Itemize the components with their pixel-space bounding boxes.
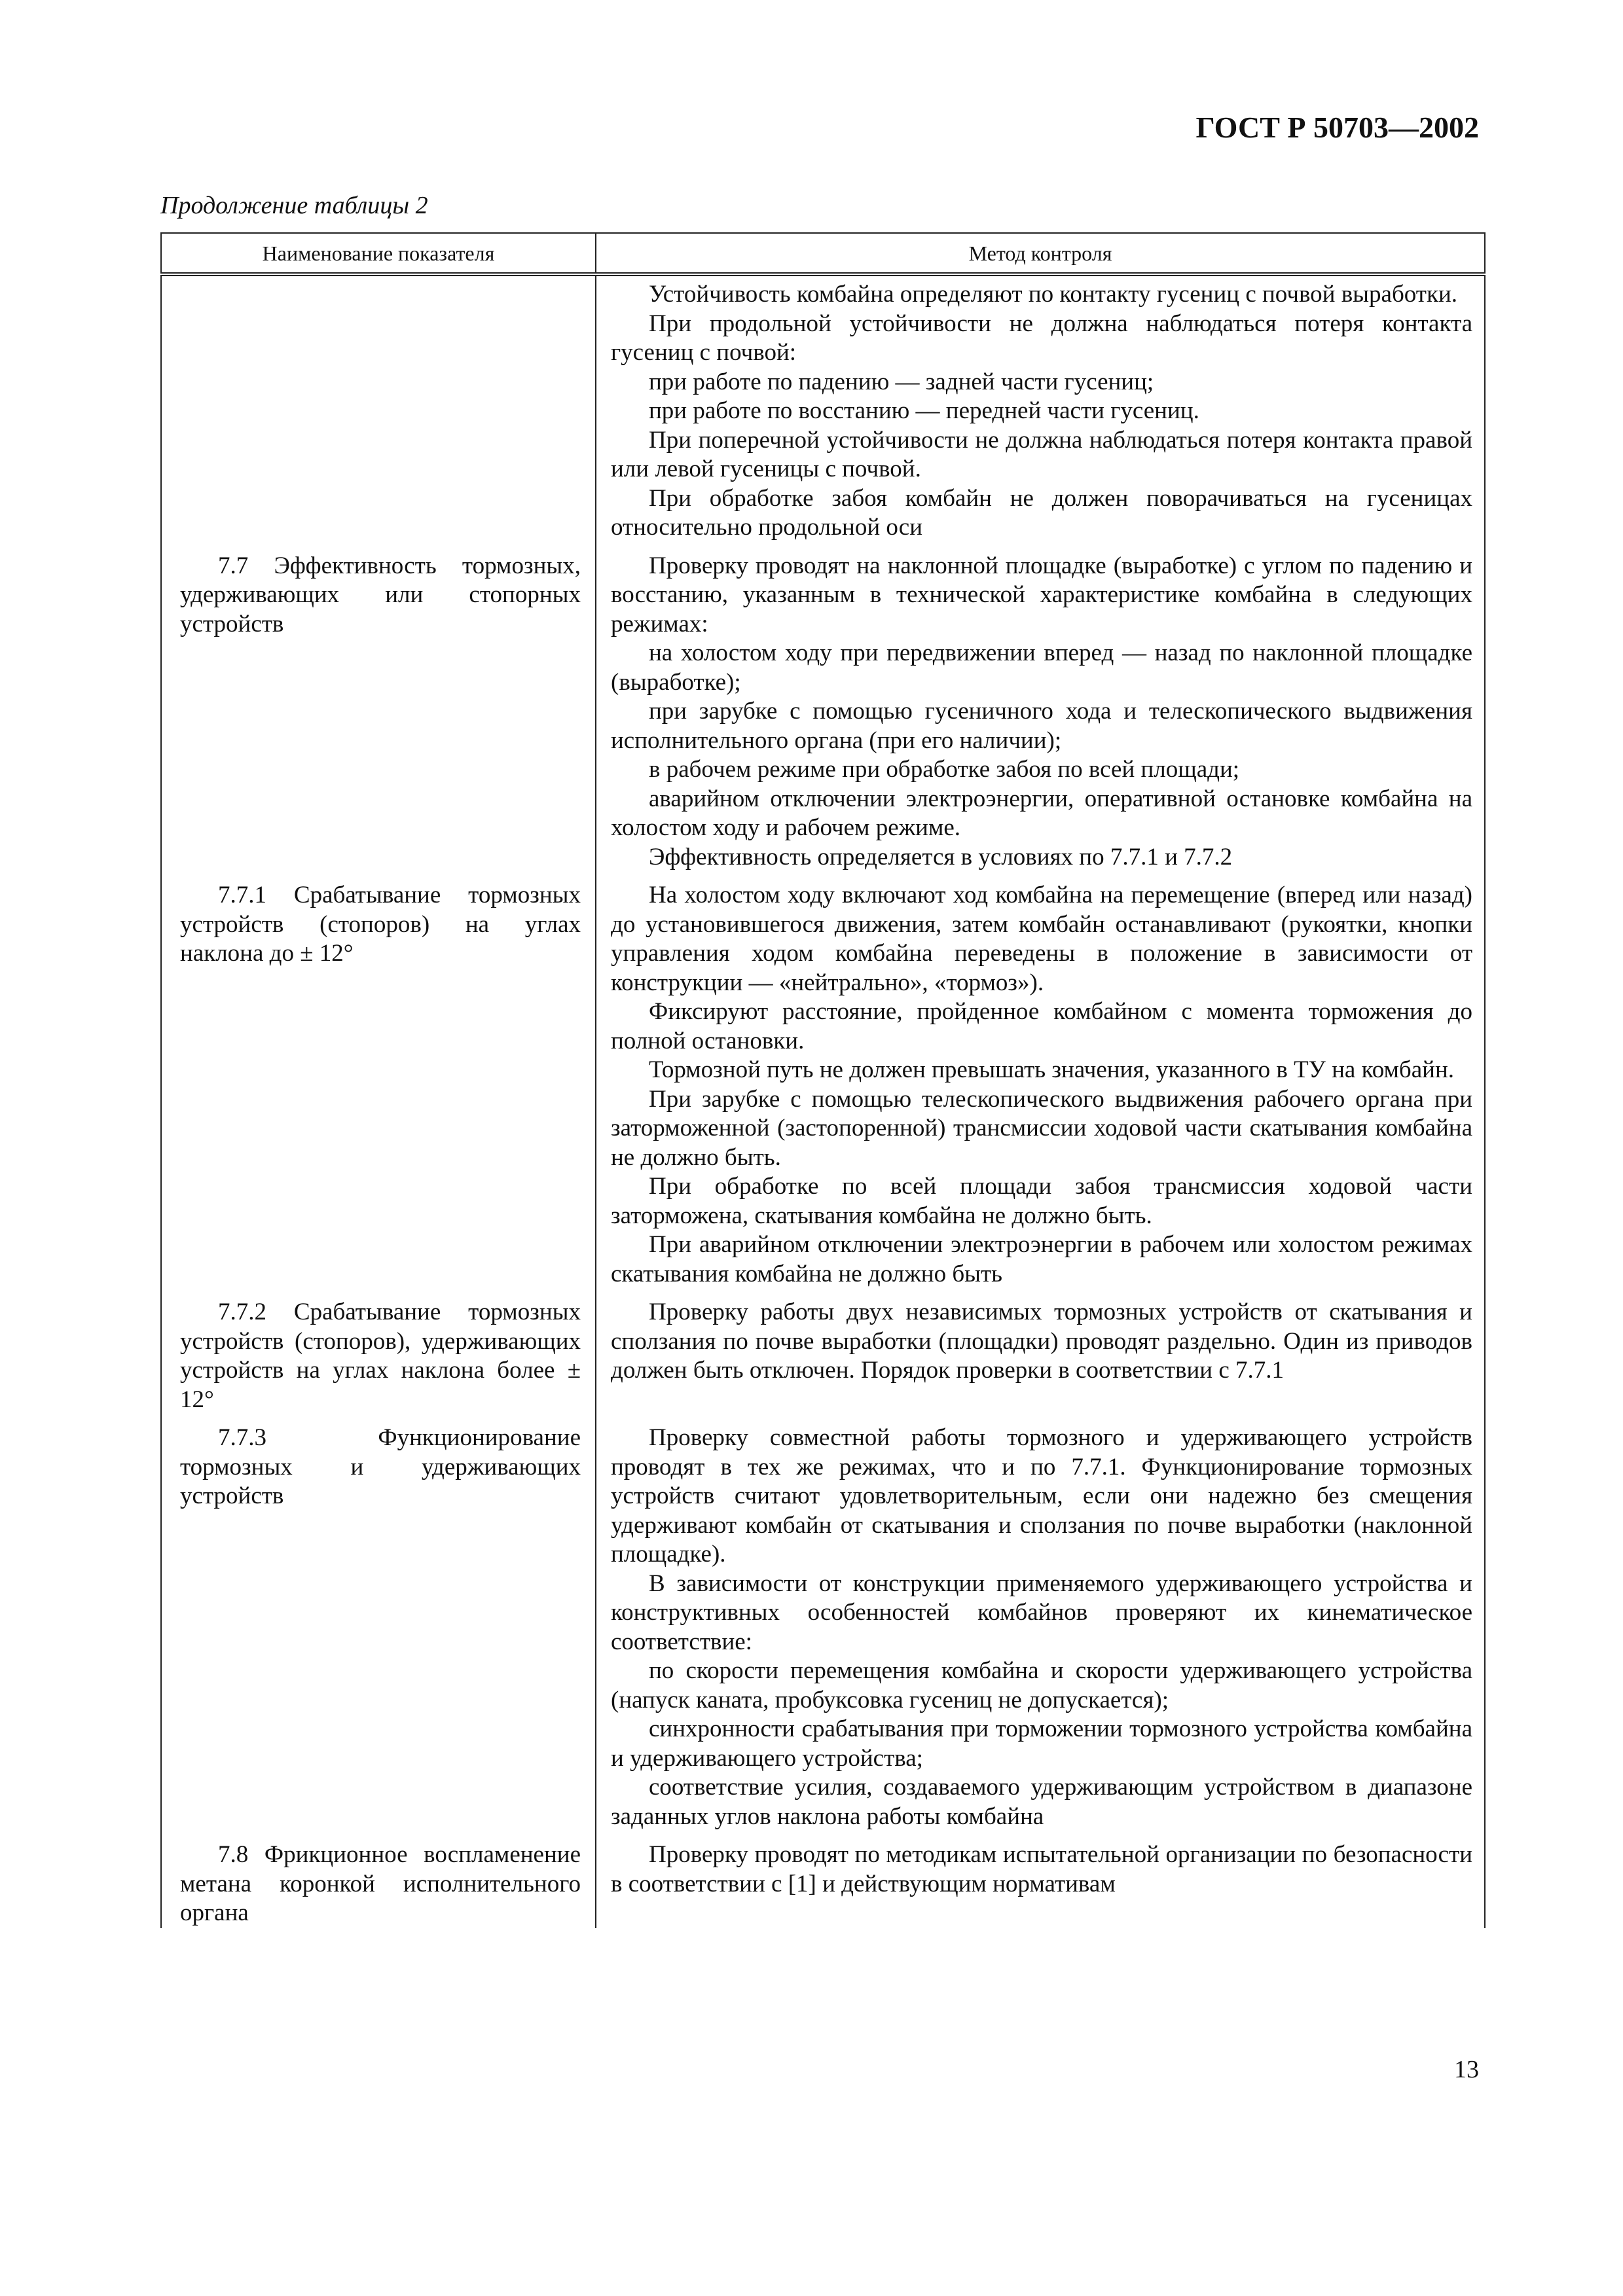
method-paragraph: Проверку совместной работы тормозного и удерживающего устройств проводят в тех же режимах, что и по 7.7.1. Функционирование тормозных устройств считают удовлетворительным, если они надежно без смещения удерживают комбайн от скатывания и сползания по почве выработки (наклонной площадке). xyxy=(611,1424,1472,1568)
indicator-cell xyxy=(161,543,596,872)
method-paragraph: При аварийном отключении электроэнергии в рабочем или холостом режимах скатывания комбайна не должно быть xyxy=(611,1231,1472,1287)
indicator-text: 7.7.3 Функционирование тормозных и удерживающих устройств xyxy=(180,1424,581,1509)
method-paragraph: по скорости перемещения комбайна и скорости удерживающего устройства (напуск каната, пробуксовка гусениц не допускается); xyxy=(611,1657,1472,1713)
table-row xyxy=(161,543,1485,872)
method-cell xyxy=(596,543,1485,872)
method-paragraph: при работе по падению — задней части гусениц; xyxy=(649,368,1154,395)
method-paragraph: синхронности срабатывания при торможении тормозного устройства комбайна и удерживающего устройства; xyxy=(611,1715,1472,1772)
indicator-cell xyxy=(161,1289,596,1414)
method-paragraph: соответствие усилия, создаваемого удерживающим устройством в диапазоне заданных углов наклона работы комбайна xyxy=(611,1774,1472,1830)
method-paragraph: При зарубке с помощью телескопического выдвижения рабочего органа при заторможенной (застопоренной) трансмиссии ходовой части скатывания комбайна не должно быть. xyxy=(611,1085,1472,1171)
table-row xyxy=(161,1831,1485,1928)
header-indicator: Наименование показателя xyxy=(161,233,596,274)
method-paragraph: При обработке по всей площади забоя трансмиссия ходовой части заторможена, скатывания комбайна не должно быть. xyxy=(611,1173,1472,1229)
indicator-text: 7.8 Фрикционное воспламенение метана коронкой исполнительного органа xyxy=(180,1841,581,1926)
indicator-text: 7.7 Эффективность тормозных, удерживающих или стопорных устройств xyxy=(180,552,581,637)
header-method: Метод контроля xyxy=(596,233,1485,274)
method-paragraph: Эффективность определяется в условиях по 7.7.1 и 7.7.2 xyxy=(649,843,1233,870)
indicator-cell xyxy=(161,274,596,543)
table-row xyxy=(161,1414,1485,1831)
method-paragraph: На холостом ходу включают ход комбайна на перемещение (вперед или назад) до установившегося движения, затем комбайн останавливают (рукоятки, кнопки управления ходом комбайна переведены в положение в зависимости от конструкции — «нейтрально», «тормоз»). xyxy=(611,882,1472,996)
indicator-text: 7.7.1 Срабатывание тормозных устройств (стопоров) на углах наклона до ± 12° xyxy=(180,882,581,967)
indicator-cell xyxy=(161,1831,596,1928)
indicator-text: 7.7.2 Срабатывание тормозных устройств (стопоров), удерживающих устройств на углах наклона более ± 12° xyxy=(180,1299,581,1413)
table-row xyxy=(161,1289,1485,1414)
indicator-cell xyxy=(161,1414,596,1831)
method-cell xyxy=(596,1289,1485,1414)
table-header-row xyxy=(161,233,1485,274)
indicator-cell xyxy=(161,872,596,1289)
method-paragraph: Устойчивость комбайна определяют по контакту гусениц с почвой выработки. xyxy=(649,281,1458,308)
method-cell xyxy=(596,1414,1485,1831)
methods-table xyxy=(160,232,1486,1928)
method-paragraph: При поперечной устойчивости не должна наблюдаться потеря контакта правой или левой гусеницы с почвой. xyxy=(611,426,1472,482)
method-cell xyxy=(596,1831,1485,1928)
method-paragraph: аварийном отключении электроэнергии, оперативной остановке комбайна на холостом ходу и рабочем режиме. xyxy=(611,785,1472,841)
method-cell xyxy=(596,274,1485,543)
method-paragraph: при работе по восстанию — передней части гусениц. xyxy=(649,397,1199,424)
method-paragraph: В зависимости от конструкции применяемого удерживающего устройства и конструктивных особенностей комбайнов проверяют их кинематическое соответствие: xyxy=(611,1570,1472,1655)
method-paragraph: Тормозной путь не должен превышать значения, указанного в ТУ на комбайн. xyxy=(649,1056,1454,1083)
table-caption: Продолжение таблицы 2 xyxy=(160,192,428,219)
method-paragraph: Проверку проводят на наклонной площадке (выработке) с углом по падению и восстанию, указанным в технической характеристике комбайна в следующих режимах: xyxy=(611,552,1472,637)
table-row xyxy=(161,274,1485,543)
method-paragraph: При обработке забоя комбайн не должен поворачиваться на гусеницах относительно продольной оси xyxy=(611,484,1472,541)
standard-number: ГОСТ Р 50703—2002 xyxy=(1195,111,1479,144)
method-cell xyxy=(596,872,1485,1289)
method-paragraph: Фиксируют расстояние, пройденное комбайном с момента торможения до полной остановки. xyxy=(611,998,1472,1054)
page-number: 13 xyxy=(1454,2056,1479,2083)
method-paragraph: в рабочем режиме при обработке забоя по всей площади; xyxy=(649,756,1240,783)
method-paragraph: При продольной устойчивости не должна наблюдаться потеря контакта гусениц с почвой: xyxy=(611,310,1472,366)
method-paragraph: Проверку проводят по методикам испытательной организации по безопасности в соответствии с [1] и действующим нормативам xyxy=(611,1841,1472,1897)
method-paragraph: при зарубке с помощью гусеничного хода и телескопического выдвижения исполнительного органа (при его наличии); xyxy=(611,698,1472,754)
method-paragraph: Проверку работы двух независимых тормозных устройств от скатывания и сползания по почве выработки (площадки) проводят раздельно. Один из приводов должен быть отключен. Порядок проверки в соответствии с 7.7.1 xyxy=(611,1299,1472,1384)
table-row xyxy=(161,872,1485,1289)
method-paragraph: на холостом ходу при передвижении вперед — назад по наклонной площадке (выработке); xyxy=(611,639,1472,696)
